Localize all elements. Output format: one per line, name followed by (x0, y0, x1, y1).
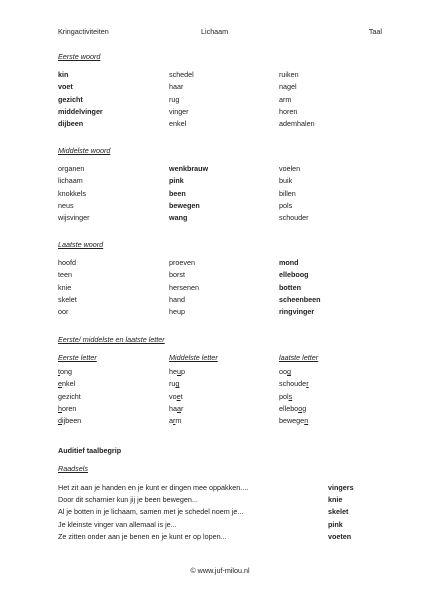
letter-word-part: g (302, 403, 307, 413)
section-title-eerste-woord: Eerste woord (58, 52, 101, 61)
letter-word (169, 416, 181, 425)
target-word: elleboog (279, 270, 309, 280)
word: neus (58, 200, 74, 210)
word-row (58, 176, 388, 188)
riddle-item (58, 520, 388, 532)
riddle-answer: skelet (328, 507, 349, 517)
letter-word-part: he (169, 367, 177, 376)
highlighted-letter: a (177, 403, 181, 413)
word-row (58, 201, 388, 213)
letter-word (58, 367, 72, 376)
header-center: Lichaam (201, 27, 229, 36)
page-footer: © www.juf-milou.nl (190, 566, 250, 575)
letter-header-eerste: Eerste letter (58, 353, 97, 362)
word-row (58, 164, 388, 176)
letter-word-part: vo (169, 391, 177, 401)
letter-word-part: ellebo (279, 403, 299, 413)
target-word: bewegen (169, 200, 200, 210)
word: hersenen (169, 282, 199, 292)
letter-word-part: bewege (279, 416, 305, 426)
riddle-answer: knie (328, 495, 343, 505)
section-title-auditief: Auditief taalbegrip (58, 446, 122, 455)
section-title-middelste-woord: Middelste woord (58, 146, 111, 155)
target-word: dijbeen (58, 119, 84, 129)
letter-word (58, 416, 81, 425)
word: nagel (279, 82, 297, 92)
header-left: Kringactiviteiten (58, 27, 109, 36)
highlighted-letter: g (175, 379, 180, 389)
riddle-answer: pink (328, 519, 343, 529)
word-row (58, 70, 388, 82)
word: hoofd (58, 258, 76, 267)
letter-word-part: ijbeen (62, 416, 82, 426)
target-word: pink (169, 176, 184, 186)
letter-word-part: nkel (62, 379, 76, 389)
letter-word-part: oren (62, 403, 77, 413)
target-word: wang (169, 213, 188, 223)
word: vinger (169, 106, 189, 116)
letter-word (169, 404, 183, 413)
riddle-item (58, 532, 388, 544)
letter-word (279, 392, 292, 401)
letter-word-part: schoude (279, 379, 307, 389)
letter-word (58, 404, 76, 413)
word-row (58, 189, 388, 201)
letter-header-middelste: Middelste letter (169, 353, 218, 362)
word-row (58, 107, 388, 119)
letter-word (279, 404, 306, 413)
letter-word (279, 367, 291, 376)
word-row (58, 295, 388, 307)
section-title-letters: Eerste/ middelste en laatste letter (58, 335, 165, 344)
highlighted-letter: g (58, 391, 62, 401)
word-row (58, 82, 388, 94)
target-word: gezicht (58, 94, 83, 104)
letter-word (58, 379, 75, 388)
highlighted-letter: t (58, 367, 60, 376)
letter-word-part: ezicht (62, 391, 81, 401)
target-word: kin (58, 70, 69, 79)
letter-row (58, 416, 388, 428)
word-grid-eerste (58, 70, 388, 131)
highlighted-letter: s (288, 391, 293, 401)
word: skelet (58, 294, 77, 304)
target-word: scheenbeen (279, 294, 321, 304)
letter-row (58, 392, 388, 404)
section-subtitle-raadsels: Raadsels (58, 464, 88, 473)
word: knokkels (58, 188, 86, 198)
word: borst (169, 270, 185, 280)
target-word: middelvinger (58, 106, 103, 116)
letter-word-part: pol (279, 391, 289, 401)
letter-row (58, 367, 388, 379)
letter-word-part: t (180, 391, 183, 401)
highlighted-letter: r (173, 416, 176, 426)
riddle-item (58, 483, 388, 495)
word: organen (58, 164, 85, 173)
riddle-item (58, 507, 388, 519)
highlighted-letter: o (298, 403, 303, 413)
word: schouder (279, 213, 309, 223)
letter-row (58, 404, 388, 416)
riddle-answer: voeten (328, 531, 352, 541)
word: ruiken (279, 70, 299, 79)
word: enkel (169, 119, 187, 129)
target-word: wenkbrauw (169, 164, 209, 173)
highlighted-letter: g (287, 367, 291, 376)
word: teen (58, 270, 72, 280)
highlighted-letter: e (58, 379, 62, 389)
highlighted-letter: r (306, 379, 309, 389)
word: rug (169, 94, 180, 104)
word-grid-middelste (58, 164, 388, 225)
highlighted-letter: e (176, 391, 181, 401)
target-word: botten (279, 282, 301, 292)
letter-word (279, 416, 308, 425)
word: ademhalen (279, 119, 315, 129)
target-word: been (169, 188, 186, 198)
letter-row (58, 379, 388, 391)
riddle-list (58, 483, 388, 544)
word: hand (169, 294, 185, 304)
riddle-question: Al je botten in je lichaam, samen met je schedel noem je... (58, 507, 244, 517)
highlighted-letter: h (58, 403, 62, 413)
riddle-question: Door dit scharnier kun jij je been bewegen... (58, 495, 198, 505)
word: voelen (279, 164, 301, 173)
letter-word-part: oo (279, 367, 287, 376)
word-row (58, 95, 388, 107)
riddle-item (58, 495, 388, 507)
letter-word-part: a (169, 416, 173, 426)
word: oor (58, 307, 69, 317)
word-row (58, 213, 388, 225)
word: buik (279, 176, 293, 186)
page-header (58, 27, 382, 37)
riddle-question: Het zit aan je handen en je kunt er dingen mee oppakken.... (58, 483, 249, 492)
riddle-question: Je kleinste vinger van allemaal is je... (58, 519, 177, 529)
word: knie (58, 282, 72, 292)
word-grid-laatste (58, 258, 388, 319)
word: proeven (169, 258, 195, 267)
letter-word-part: ru (169, 379, 176, 389)
word: lichaam (58, 176, 83, 186)
highlighted-letter: n (304, 416, 309, 426)
word: arm (279, 94, 292, 104)
section-title-laatste-woord: Laatste woord (58, 240, 104, 249)
letter-word-part: ong (60, 367, 72, 376)
target-word: mond (279, 258, 299, 267)
riddle-question: Ze zitten onder aan je benen en je kunt er op lopen... (58, 531, 227, 541)
word-row (58, 307, 388, 319)
letter-word (169, 379, 179, 388)
letter-word-part: m (175, 416, 182, 426)
target-word: ringvinger (279, 307, 315, 317)
word-row (58, 283, 388, 295)
letter-word-part: r (181, 403, 184, 413)
letter-grid (58, 367, 388, 428)
word: billen (279, 188, 296, 198)
letter-word (279, 379, 309, 388)
target-word: voet (58, 82, 73, 92)
word-row (58, 270, 388, 282)
letter-header-laatste: laatste letter (279, 353, 319, 362)
letter-word (169, 392, 183, 401)
word-row (58, 258, 388, 270)
letter-headers (58, 353, 388, 365)
word: wijsvinger (58, 213, 90, 223)
letter-word-part: p (181, 367, 185, 376)
highlighted-letter: u (177, 367, 181, 376)
riddle-answer: vingers (328, 483, 354, 492)
letter-word-part: ha (169, 403, 177, 413)
header-right: Taal (368, 27, 382, 36)
word: horen (279, 106, 298, 116)
word: schedel (169, 70, 194, 79)
letter-word (58, 392, 81, 401)
word-row (58, 119, 388, 131)
word: pols (279, 200, 293, 210)
word: heup (169, 307, 185, 317)
letter-word (169, 367, 185, 376)
highlighted-letter: d (58, 416, 62, 426)
word: haar (169, 82, 184, 92)
